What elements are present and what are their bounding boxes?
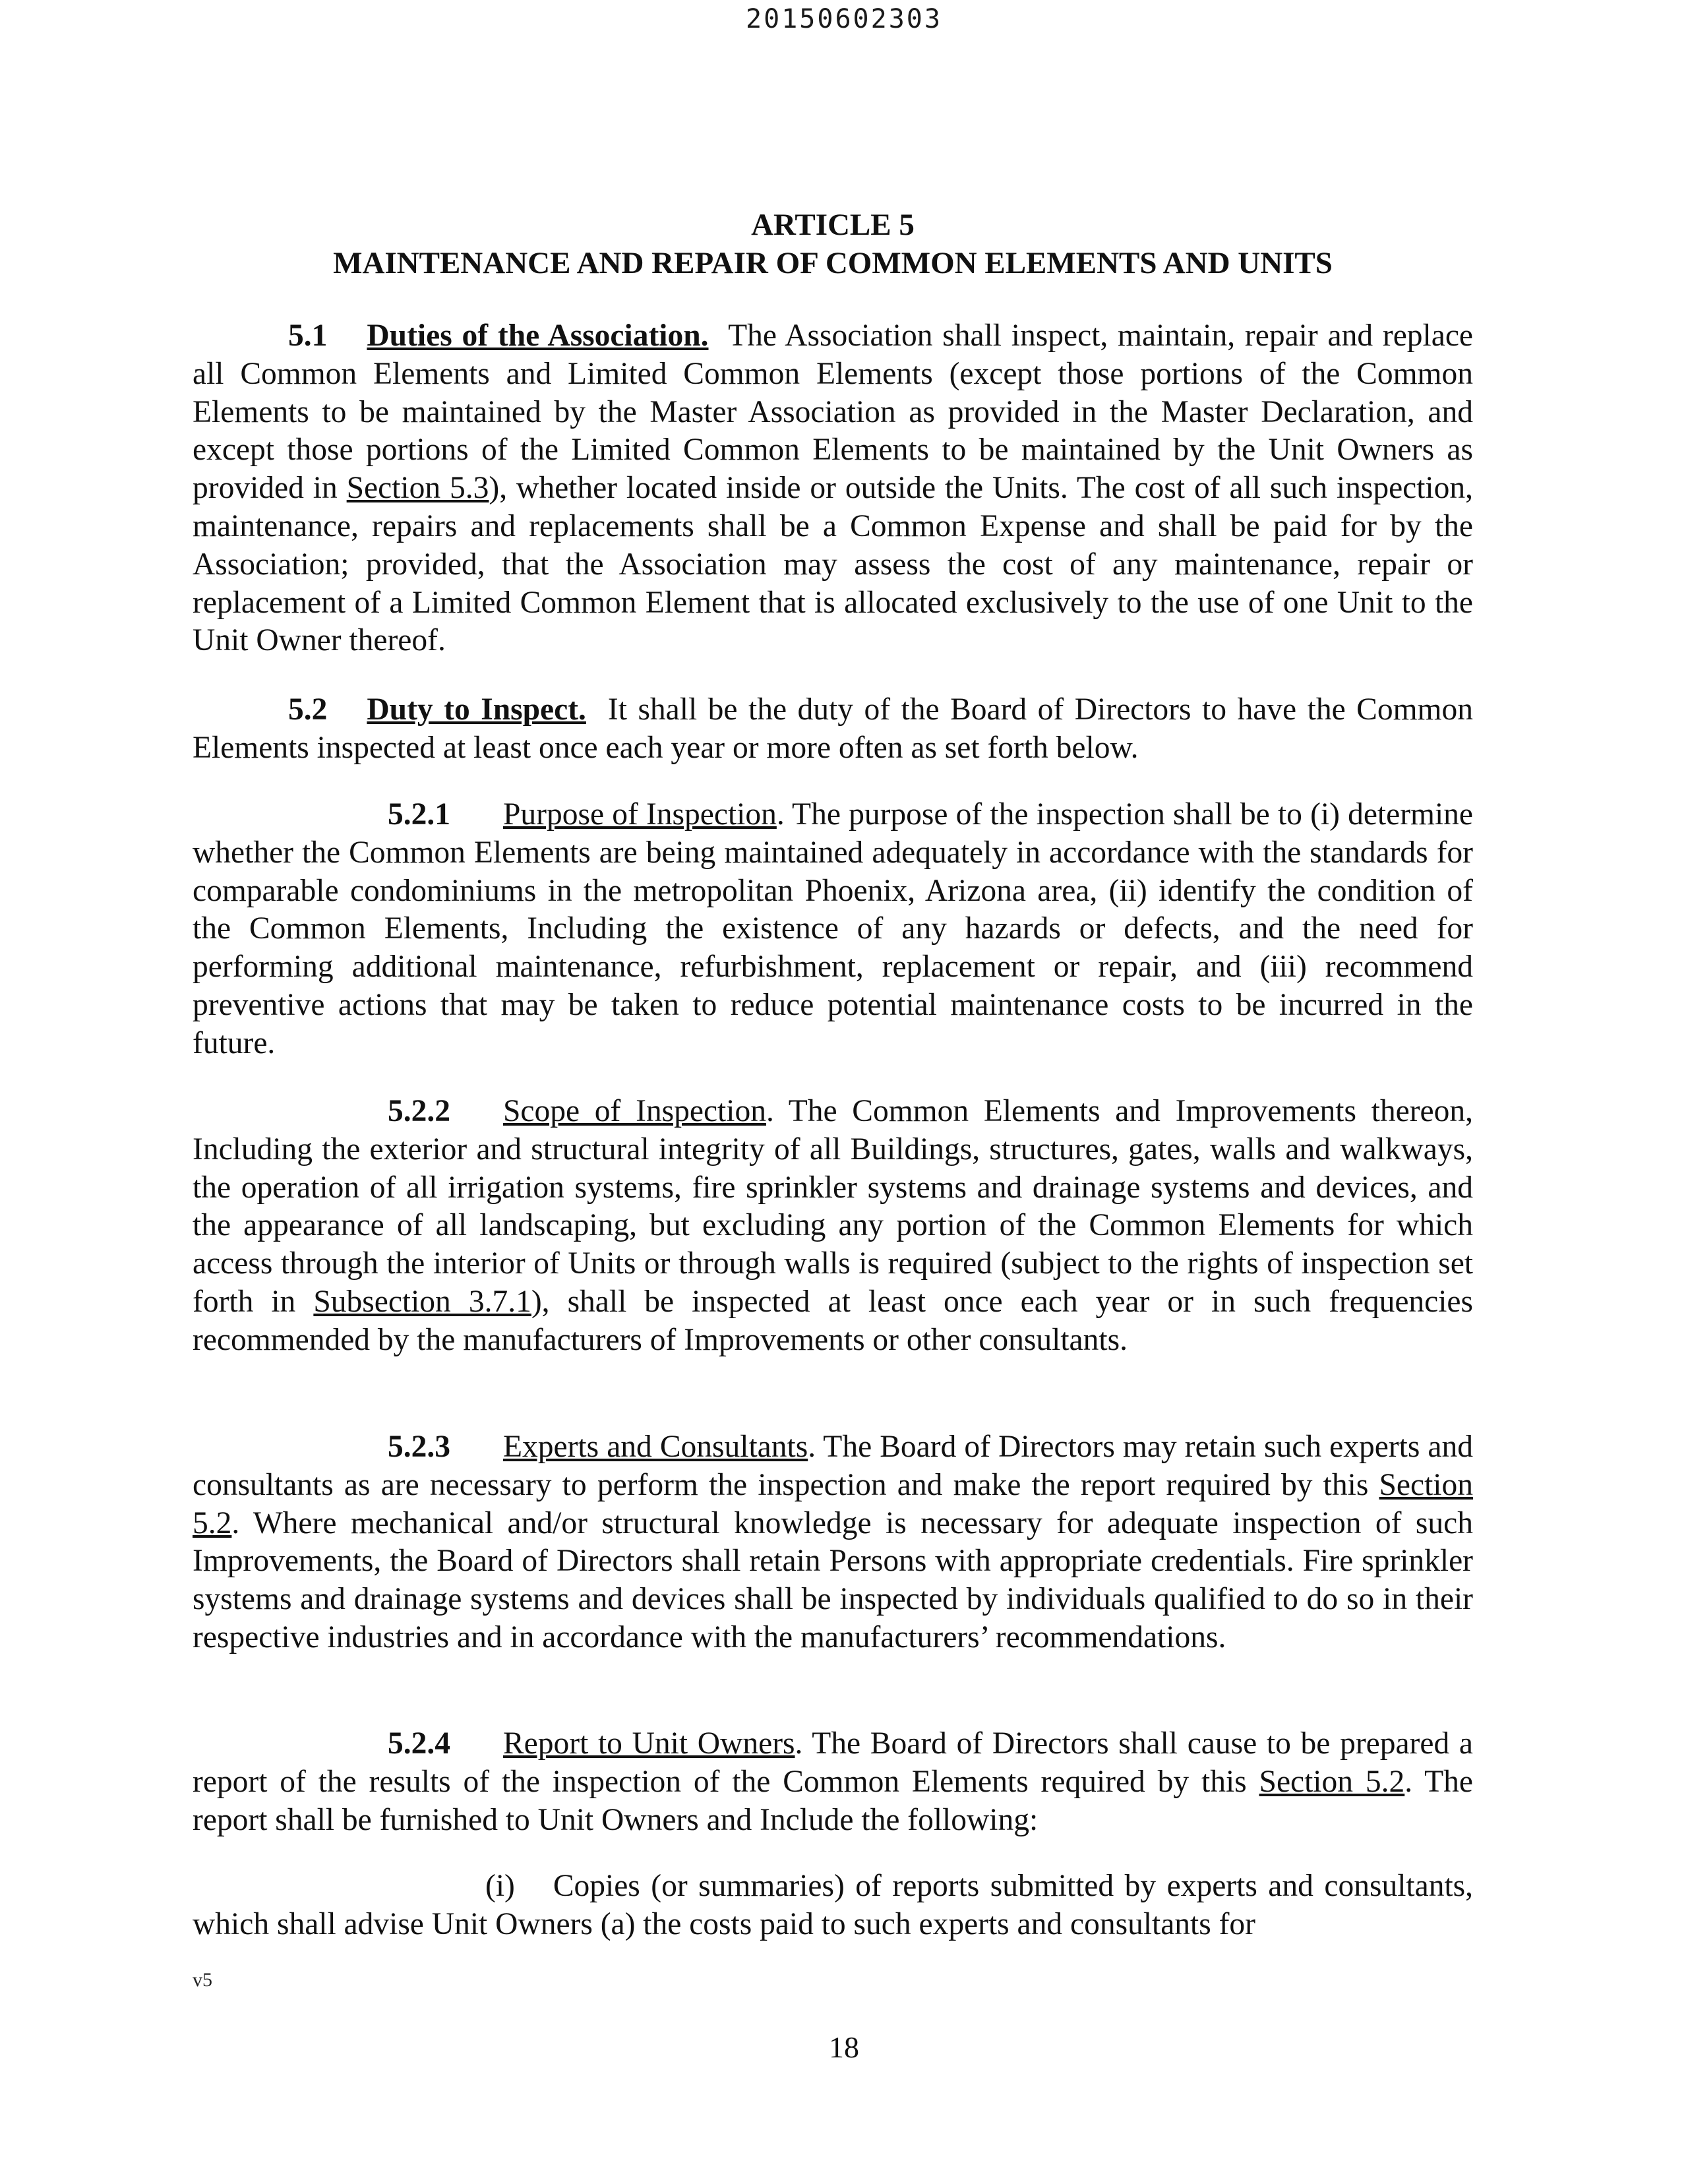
section-number: 5.2.3 bbox=[388, 1430, 450, 1464]
list-item-label: (i) bbox=[485, 1869, 515, 1903]
section-reference: Subsection 3.7.1 bbox=[313, 1284, 531, 1319]
article-number: ARTICLE 5 bbox=[751, 208, 915, 242]
section-reference: Section 5.2 bbox=[1259, 1764, 1405, 1799]
section-title: Report to Unit Owners bbox=[503, 1726, 795, 1761]
list-item-i bbox=[193, 1867, 1473, 1944]
section-5-2-3 bbox=[193, 1428, 1473, 1657]
section-title: Scope of Inspection bbox=[503, 1094, 766, 1128]
section-5-2-4 bbox=[193, 1725, 1473, 1839]
section-reference: Section 5.3 bbox=[346, 471, 489, 506]
section-title: Duty to Inspect. bbox=[367, 692, 586, 727]
section-number: 5.2.4 bbox=[388, 1726, 450, 1761]
section-5-2 bbox=[193, 691, 1473, 768]
section-text: The Association shall inspect, maintain, repair and replace all Common Elements and Limited Common Elements (except those portions of the Common Elements to be maintained by the Master Association as provided in the Master Declaration, and except those portions of the Limited Common Elements to be maintained by the Unit Owners as provided in bbox=[193, 318, 1473, 506]
section-number: 5.2.2 bbox=[388, 1094, 450, 1128]
section-text: ), shall be inspected at least once each year or in such frequencies recommended by the manufacturers of Improvements or other consultants. bbox=[193, 1284, 1473, 1357]
section-number: 5.2.1 bbox=[388, 797, 450, 832]
article-title: MAINTENANCE AND REPAIR OF COMMON ELEMENTS AND UNITS bbox=[333, 246, 1333, 280]
section-text: . Where mechanical and/or structural knowledge is necessary for adequate inspection of such Improvements, the Board of Directors shall retain Persons with appropriate credentials. Fire sprinkler systems and drainage systems and devices shall be inspected by individuals qualified to do so in their respective industries and in accordance with the manufacturers’ recommendations. bbox=[193, 1505, 1473, 1654]
section-text: . The report shall be furnished to Unit Owners and Include the following: bbox=[193, 1764, 1473, 1837]
section-text: ), whether located inside or outside the Units. The cost of all such inspection, maintenance, repairs and replacements shall be a Common Expense and shall be paid for by the Association; provided, that the Association may assess the cost of any maintenance, repair or replacement of a Limited Common Element that is allocated exclusively to the use of one Unit to the Unit Owner thereof. bbox=[193, 471, 1473, 658]
section-5-2-1 bbox=[193, 796, 1473, 1063]
section-title: Experts and Consultants bbox=[503, 1430, 808, 1464]
section-reference: Section 5.2 bbox=[193, 1467, 1473, 1540]
section-text: It shall be the duty of the Board of Directors to have the Common Elements inspected at least once each year or more often as set forth below. bbox=[193, 692, 1473, 765]
section-text: . The purpose of the inspection shall be to (i) determine whether the Common Elements are being maintained adequately in accordance with the standards for comparable condominiums in the metropolitan Phoenix, Arizona area, (ii) identify the condition of the Common Elements, Including the existence of any hazards or defects, and the need for performing additional maintenance, refurbishment, replacement or repair, and (iii) recommend preventive actions that may be taken to reduce potential maintenance costs to be incurred in the future. bbox=[193, 797, 1474, 1060]
list-item-text: Copies (or summaries) of reports submitted by experts and consultants, which shall advise Unit Owners (a) the costs paid to such experts and consultants for bbox=[193, 1869, 1473, 1941]
page-number: 18 bbox=[829, 2030, 859, 2064]
section-5-2-2 bbox=[193, 1093, 1473, 1360]
section-number: 5.1 bbox=[288, 318, 328, 353]
section-text: . The Common Elements and Improvements thereon, Including the exterior and structural integrity of all Buildings, structures, gates, walls and walkways, the operation of all irrigation systems, fire sprinkler systems and drainage systems and devices, and the appearance of all landscaping, but excluding any portion of the Common Elements for which access through the interior of Units or through walls is required (subject to the rights of inspection set forth in bbox=[193, 1094, 1474, 1319]
section-text: . The Board of Directors may retain such experts and consultants as are necessary to perform the inspection and make the report required by this bbox=[193, 1430, 1473, 1502]
section-text: . The Board of Directors shall cause to be prepared a report of the results of the inspection of the Common Elements required by this bbox=[193, 1726, 1473, 1799]
version-label: v5 bbox=[193, 1969, 212, 1991]
section-title: Duties of the Association. bbox=[367, 318, 709, 353]
section-5-1 bbox=[193, 317, 1473, 660]
section-number: 5.2 bbox=[288, 692, 328, 727]
section-title: Purpose of Inspection bbox=[503, 797, 777, 832]
document-number: 20150602303 bbox=[746, 4, 942, 34]
